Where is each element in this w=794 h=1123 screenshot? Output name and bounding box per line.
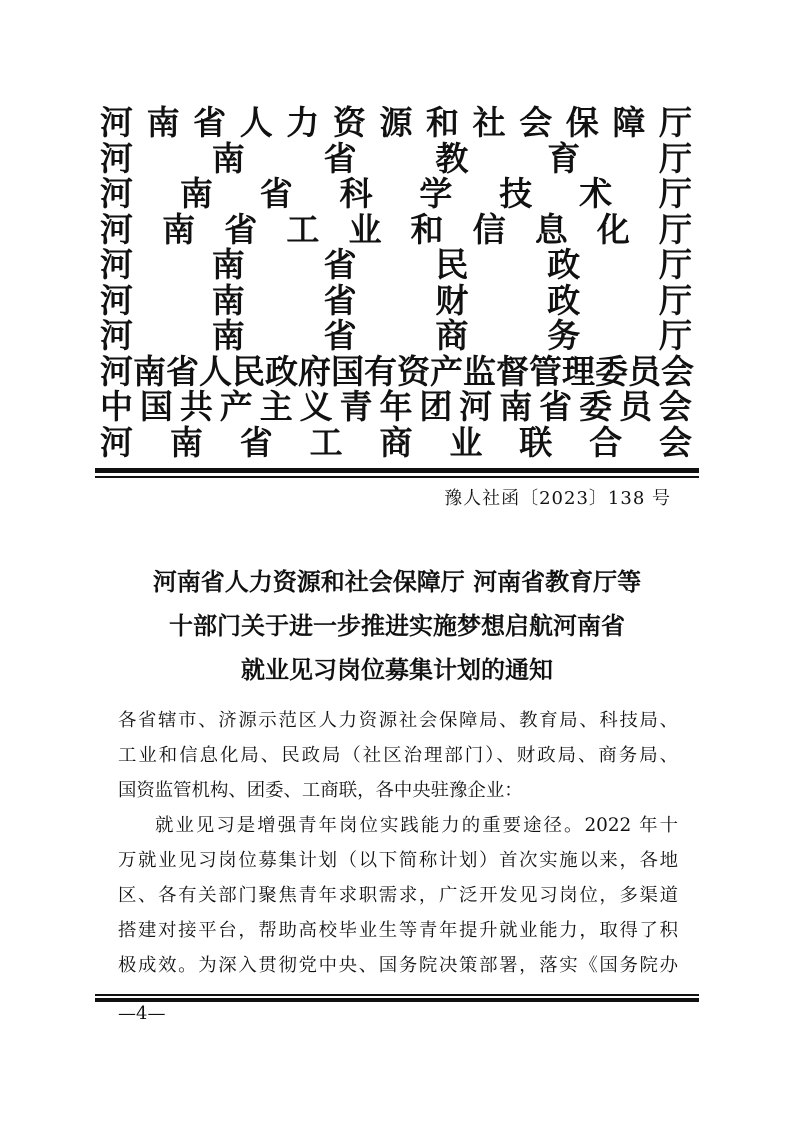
issuer-char: 社 (472, 103, 506, 142)
issuer-char: 会 (519, 103, 553, 142)
issuer-char: 国 (139, 387, 173, 426)
issuer-char: 科 (339, 174, 373, 213)
issuer-char: 民 (232, 351, 265, 391)
issuer-char: 河 (100, 174, 133, 213)
issuer-char: 义 (299, 387, 333, 426)
issuer-char: 厅 (658, 103, 692, 142)
issuer-char: 理 (562, 351, 595, 391)
body-line: 搭建对接平台，帮助高校毕业生等青年提升就业能力，取得了积 (118, 920, 678, 941)
issuer-char: 省 (323, 280, 357, 320)
page-number: —4— (118, 1003, 166, 1024)
addressee-line: 国资监管机构、团委、工商联，各中央驻豫企业： (118, 780, 523, 801)
title-line: 十部门关于进一步推进实施梦想启航河南省 (169, 612, 625, 640)
issuer-char: 会 (658, 387, 692, 426)
issuer-char: 南 (499, 387, 533, 426)
issuer-char: 商 (379, 422, 413, 462)
header-divider-thick (95, 468, 699, 473)
body-line: 区、各有关部门聚焦青年求职需求，广泛开发见习岗位，多渠道 (118, 885, 678, 906)
issuer-char: 源 (379, 103, 413, 142)
issuer-char: 术 (579, 174, 613, 213)
issuer-char: 工 (286, 209, 320, 249)
issuer-char: 和 (410, 209, 444, 249)
issuer-line (100, 422, 692, 462)
issuer-char: 省 (539, 387, 573, 426)
issuer-line (100, 105, 692, 141)
issuer-char: 河 (100, 138, 133, 178)
issuer-char: 河 (459, 387, 493, 426)
issuer-char: 人 (239, 103, 273, 142)
issuer-char: 政 (547, 280, 581, 320)
issuer-char: 厅 (658, 138, 692, 178)
issuer-char: 力 (286, 103, 320, 142)
issuer-char: 合 (589, 422, 623, 462)
issuer-char: 学 (419, 174, 453, 213)
title-line: 就业见习岗位募集计划的通知 (241, 656, 553, 684)
issuer-char: 南 (211, 138, 245, 178)
issuer-char: 团 (419, 387, 453, 426)
issuer-char: 府 (298, 351, 331, 391)
issuer-char: 南 (211, 316, 245, 355)
issuer-char: 会 (659, 422, 692, 462)
issuer-char: 南 (211, 280, 245, 320)
issuer-char: 省 (323, 316, 357, 355)
issuer-char: 信 (472, 209, 506, 249)
issuer-char: 督 (496, 351, 529, 391)
issuer-char: 监 (463, 351, 496, 391)
issuer-char: 河 (100, 209, 133, 249)
issuer-char: 保 (565, 103, 599, 142)
issuer-char: 技 (499, 174, 533, 213)
issuer-char: 委 (579, 387, 613, 426)
issuer-char: 省 (166, 351, 199, 391)
issuer-char: 有 (364, 351, 397, 391)
issuer-char: 省 (224, 209, 258, 249)
issuer-char: 省 (323, 245, 357, 284)
issuer-char: 省 (259, 174, 293, 213)
body-paragraph (118, 808, 678, 983)
issuer-char: 务 (547, 316, 581, 355)
issuer-line (100, 209, 692, 249)
footer-divider-thin (95, 994, 699, 996)
issuer-char: 资 (332, 103, 366, 142)
issuer-char: 息 (534, 209, 568, 249)
issuer-char: 教 (435, 138, 469, 178)
issuer-char: 年 (379, 387, 413, 426)
issuer-char: 资 (397, 351, 430, 391)
issuer-char: 财 (435, 280, 469, 320)
issuer-char: 联 (519, 422, 553, 462)
issuer-char: 员 (618, 387, 652, 426)
issuer-char: 青 (339, 387, 373, 426)
issuer-char: 南 (162, 209, 196, 249)
issuer-char: 障 (612, 103, 646, 142)
issuer-line (100, 247, 692, 283)
issuer-char: 南 (211, 245, 245, 284)
issuer-char: 化 (596, 209, 630, 249)
issuer-line (100, 176, 692, 212)
issuer-char: 河 (100, 422, 133, 462)
issuer-char: 厅 (658, 245, 692, 284)
issuing-authorities (100, 105, 692, 460)
issuer-line (100, 280, 692, 320)
issuer-char: 育 (547, 138, 581, 178)
issuer-char: 南 (169, 422, 203, 462)
issuer-char: 厅 (658, 316, 692, 355)
issuer-char: 河 (100, 103, 133, 142)
issuer-char: 业 (348, 209, 382, 249)
issuer-char: 河 (100, 280, 133, 320)
issuer-char: 会 (661, 351, 694, 391)
issuer-char: 南 (133, 351, 166, 391)
issuer-char: 主 (259, 387, 293, 426)
issuer-char: 南 (146, 103, 180, 142)
document-title (95, 560, 699, 692)
issuer-line (100, 318, 692, 354)
issuer-char: 政 (265, 351, 298, 391)
issuer-char: 和 (426, 103, 460, 142)
footer-divider-thick (95, 998, 699, 1002)
document-body (118, 703, 678, 983)
issuer-char: 商 (435, 316, 469, 355)
title-line: 河南省人力资源和社会保障厅 河南省教育厅等 (152, 568, 642, 596)
issuer-line (100, 351, 694, 391)
issuer-char: 工 (309, 422, 343, 462)
issuer-char: 国 (331, 351, 364, 391)
issuer-char: 厅 (658, 174, 692, 213)
issuer-char: 业 (449, 422, 483, 462)
body-line: 极成效。为深入贯彻党中央、国务院决策部署，落实《国务院办 (118, 955, 678, 976)
issuer-line (100, 389, 692, 425)
issuer-char: 中 (100, 387, 133, 426)
issuer-char: 产 (219, 387, 253, 426)
issuer-char: 南 (179, 174, 213, 213)
issuer-char: 河 (100, 316, 133, 355)
addressee (118, 703, 678, 808)
addressee-line: 工业和信息化局、民政局（社区治理部门）、财政局、商务局、 (118, 745, 678, 766)
header-divider-thin (95, 476, 699, 478)
issuer-char: 省 (239, 422, 273, 462)
body-line: 就业见习是增强青年岗位实践能力的重要途径。2022 年十 (155, 815, 678, 836)
issuer-char: 河 (100, 351, 133, 391)
issuer-line (100, 138, 692, 178)
issuer-char: 河 (100, 245, 133, 284)
issuer-char: 员 (628, 351, 661, 391)
issuer-char: 民 (435, 245, 469, 284)
issuer-char: 省 (193, 103, 227, 142)
issuer-char: 政 (547, 245, 581, 284)
issuer-char: 人 (199, 351, 232, 391)
issuer-char: 厅 (658, 209, 692, 249)
addressee-line: 各省辖市、济源示范区人力资源社会保障局、教育局、科技局、 (118, 710, 678, 731)
body-line: 万就业见习岗位募集计划（以下简称计划）首次实施以来，各地 (118, 850, 678, 871)
issuer-char: 委 (595, 351, 628, 391)
document-number: 豫人社函〔2023〕138 号 (444, 488, 671, 509)
issuer-char: 省 (323, 138, 357, 178)
issuer-char: 管 (529, 351, 562, 391)
issuer-char: 共 (179, 387, 213, 426)
issuer-char: 厅 (658, 280, 692, 320)
issuer-char: 产 (430, 351, 463, 391)
